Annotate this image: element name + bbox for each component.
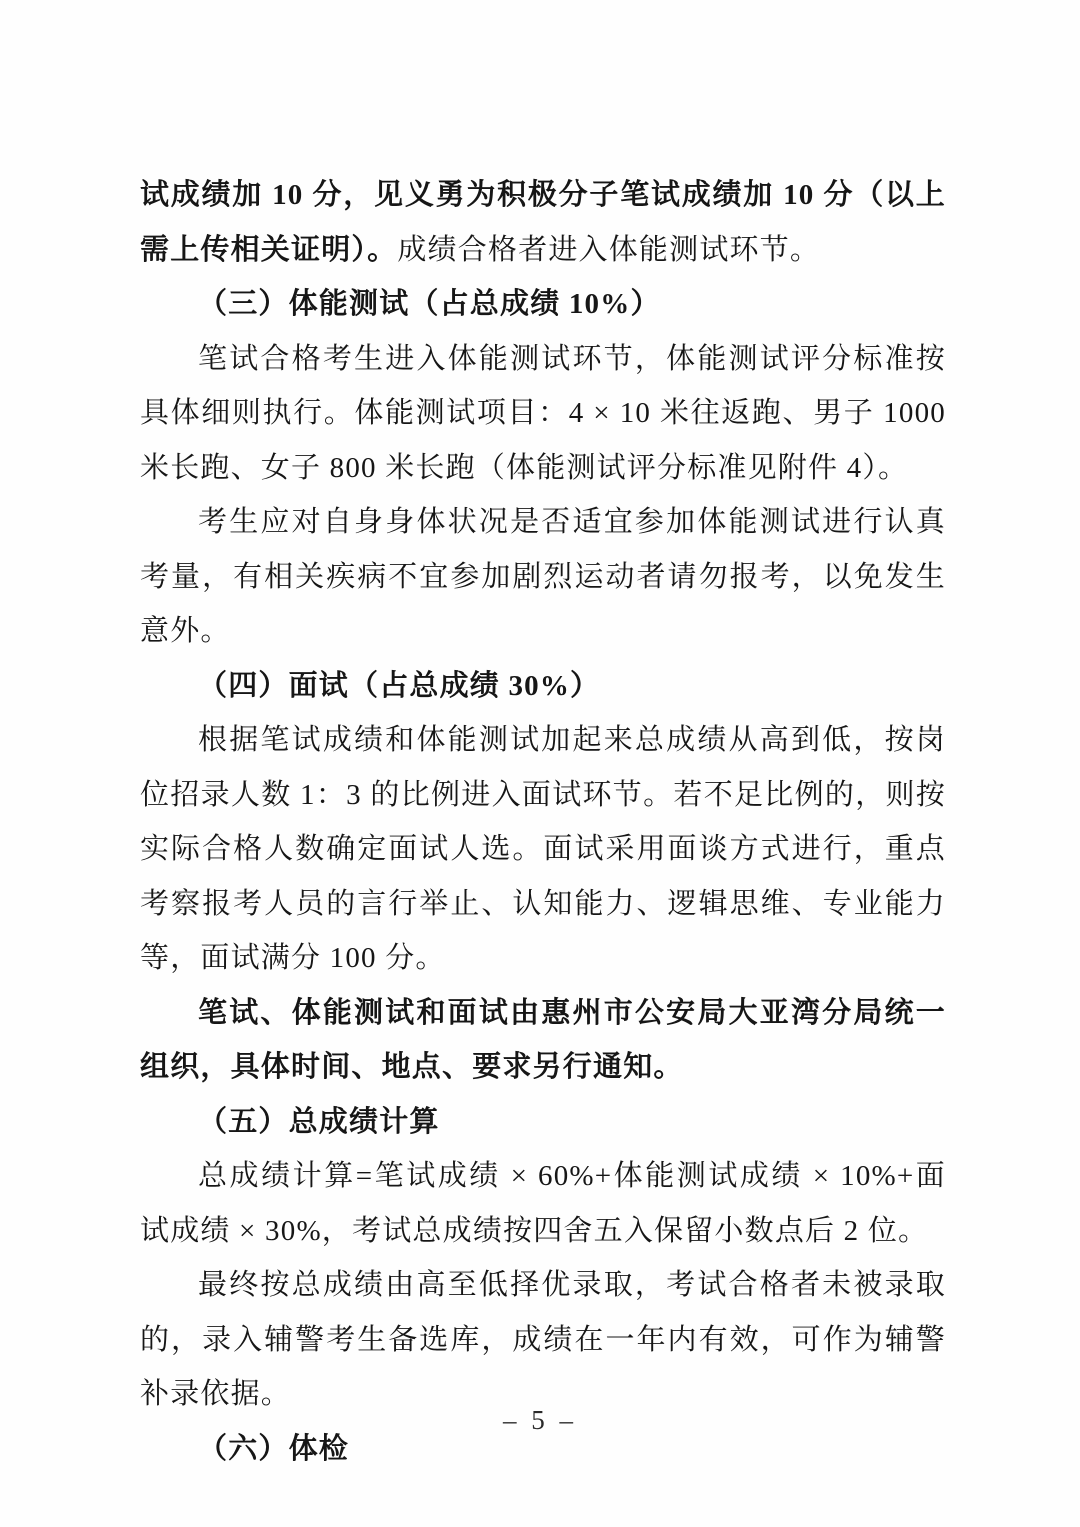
- heading-physical-examination: （六）体检: [198, 1432, 350, 1465]
- paragraph-score-formula: 总成绩计算=笔试成绩 × 60%+体能测试成绩 × 10%+面试成绩 × 30%，考试总成绩按四舍五入保留小数点后 2 位。: [140, 1160, 946, 1247]
- document-body: [140, 168, 946, 1476]
- bonus-points-bold-run: 试成绩加 10 分，见义勇为积极分子笔试成绩加 10 分（以上需上传相关证明）。: [140, 179, 946, 266]
- heading-interview: （四）面试（占总成绩 30%）: [198, 669, 601, 702]
- paragraph-admission-rule: 最终按总成绩由高至低择优录取，考试合格者未被录取的，录入辅警考生备选库，成绩在一年内有效，可作为辅警补录依据。: [140, 1269, 946, 1410]
- paragraph-organizer-notice: 笔试、体能测试和面试由惠州市公安局大亚湾分局统一组织，具体时间、地点、要求另行通知。: [140, 996, 946, 1083]
- paragraph-fitness-test-details: 笔试合格考生进入体能测试环节，体能测试评分标准按具体细则执行。体能测试项目：4 × 10 米往返跑、男子 1000 米长跑、女子 800 米长跑（体能测试评分标准见附件 4）。: [140, 342, 946, 484]
- paragraph-bonus-points: [140, 168, 946, 277]
- bonus-points-regular-run: 成绩合格者进入体能测试环节。: [397, 233, 821, 266]
- paragraph-health-caution: 考生应对自身身体状况是否适宜参加体能测试进行认真考量，有相关疾病不宜参加剧烈运动者请勿报考，以免发生意外。: [140, 506, 946, 647]
- paragraph-interview-rules: 根据笔试成绩和体能测试加起来总成绩从高到低，按岗位招录人数 1：3 的比例进入面试环节。若不足比例的，则按实际合格人数确定面试人选。面试采用面谈方式进行，重点考察报考人员的言行举止、认知能力、逻辑思维、专业能力等，面试满分 100 分。: [140, 724, 946, 974]
- page-number: – 5 –: [503, 1405, 577, 1435]
- heading-physical-fitness-test: （三）体能测试（占总成绩 10%）: [198, 288, 661, 320]
- heading-total-score-calculation: （五）总成绩计算: [198, 1105, 440, 1138]
